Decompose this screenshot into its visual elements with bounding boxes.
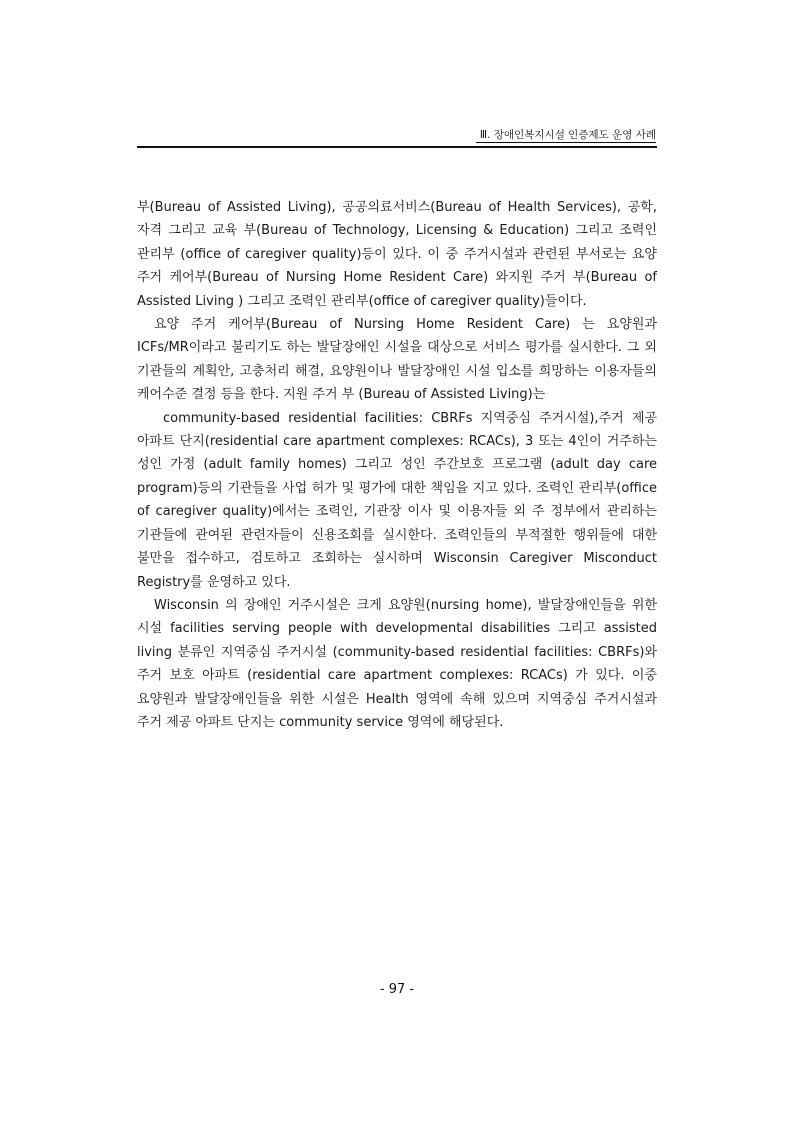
- page-number: - 97 -: [379, 982, 415, 997]
- paragraph-3: community-based residential facilities: CBRFs 지역중심 주거시설),주거 제공 아파트 단지(residential care apartment complexes: RCACs), 3 또는 4인이 거주하는 성인 가정 (adult family homes) 그리고 성인 주간보호 프로그램 (adult day care program)등의 기관들을 사업 허가 및 평가에 대한 책임을 지고 있다. 조력인 관리부(office of caregiver quality)에서는 조력인, 기관장 이사 및 이용자들 외 주 정부에서 관리하는 기관들에 관여된 관련자들이 신용조회를 실시한다. 조력인들의 부적절한 행위들에 대한 불만을 접수하고, 검토하고 조회하는 실시하며 Wisconsin Caregiver Misconduct Registry를 운영하고 있다.: [137, 410, 657, 590]
- header-rule: [137, 146, 657, 148]
- paragraph-2: 요양 주거 케어부(Bureau of Nursing Home Resident Care) 는 요양원과 ICFs/MR이라고 불리기도 하는 발달장애인 시설을 대상으로 서비스 평가를 실시한다. 그 외 기관들의 계획안, 고충처리 해결, 요양원이나 발달장애인 시설 입소를 희망하는 이용자들의 케어수준 결정 등을 한다. 지원 주거 부 (Bureau of Assisted Living)는: [137, 317, 657, 403]
- paragraph-1: 부(Bureau of Assisted Living), 공공의료서비스(Bureau of Health Services), 공학, 자격 그리고 교육 부(Bureau of Technology, Licensing & Education) 그리고 조력인 관리부 (office of caregiver quality)등이 있다. 이 중 주거시설과 관련된 부서로는 요양 주거 케어부(Bureau of Nursing Home Resident Care) 와지원 주거 부(Bureau of Assisted Living ) 그리고 조력인 관리부(office of caregiver quality)들이다.: [137, 200, 657, 309]
- running-header-title: Ⅲ. 장애인복지시설 인증제도 운영 사례: [479, 129, 656, 141]
- header-rule-thin: [476, 142, 656, 143]
- paragraph-4: Wisconsin 의 장애인 거주시설은 크게 요양원(nursing home), 발달장애인들을 위한 시설 facilities serving people with developmental disabilities 그리고 assisted living 분류인 지역중심 주거시설 (community-based residential facilities: CBRFs)와 주거 보호 아파트 (residential care apartment complexes: RCACs) 가 있다. 이중 요양원과 발달장애인들을 위한 시설은 Health 영역에 속해 있으며 지역중심 주거시설과 주거 제공 아파트 단지는 community service 영역에 해당된다.: [137, 597, 657, 730]
- body-text: [137, 196, 657, 734]
